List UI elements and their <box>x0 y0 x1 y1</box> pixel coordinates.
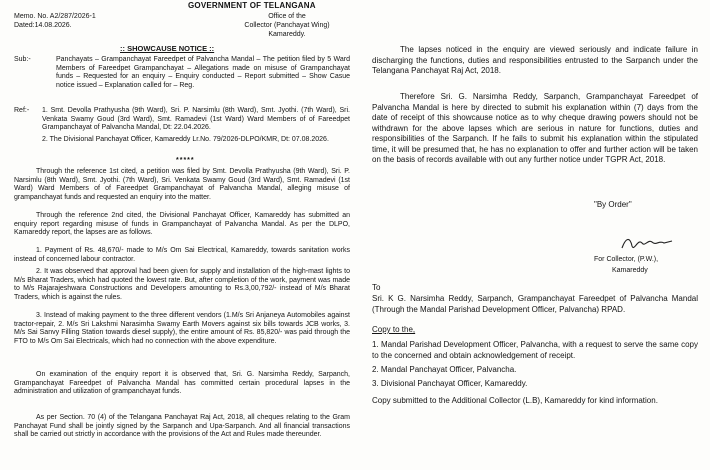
notice-title: :: SHOWCAUSE NOTICE :: <box>120 44 215 53</box>
office-line-1: Office of the <box>268 13 306 20</box>
office-block <box>232 13 342 39</box>
lapse-item-2: 2. It was observed that approval had been given for supply and installation of the high-mast lights to M/s Bharat Traders, which had quoted the lowest rate. But, after completion of the work, payment was made to M/s Rajarajeshwara Constructions and Developers amounting to Rs.3,00,792/- instead of M/s Bharat Traders, which is against the rules. <box>14 268 350 301</box>
copy-submitted: Copy submitted to the Additional Collector (L.B), Kamareddy for kind information. <box>372 396 658 405</box>
by-order: "By Order" <box>594 200 632 209</box>
signature-icon <box>620 234 680 254</box>
copy-item-1: 1. Mandal Parishad Development Officer, Palvancha, with a request to serve the same copy to the concerned and obtain acknowledgement of receipt. <box>372 340 698 360</box>
government-heading: GOVERNMENT OF TELANGANA <box>188 1 316 10</box>
lapse-item-3: 3. Instead of making payment to the three different vendors (1.M/s Sri Anjaneya Automobiles against tractor-repair, 2. M/s Sri Lakshmi Narasimha Swamy Earth Movers against six bills towards JCB works, 3. M/s Sai Sanvy Filling Station towards diesel supply), the entire amount of Rs. 85,820/- was paid through the FTO to M/s Om Sai Electricals, which had no connection with the above expenditure. <box>14 312 350 345</box>
to-address: Sri. K G. Narsimha Reddy, Sarpanch, Grampanchayat Fareedpet of Palvancha Mandal (Through the Mandal Parishad Development Officer, Palvancha) RPAD. <box>372 294 698 314</box>
copy-item-3: 3. Divisional Panchayat Officer, Kamareddy. <box>372 379 528 388</box>
para-lapses-viewed: The lapses noticed in the enquiry are viewed seriously and indicate failure in discharging the functions, duties and responsibilities entrusted to the Sarpanch under the Telangana Panchayat Raj Act, 2018. <box>372 45 698 76</box>
para-reference-2: Through the reference 2nd cited, the Divisional Panchayat Officer, Kamareddy has submitted an enquiry report regarding misuse of funds in Grampanchayat of Palvancha Mandal. As per the DLPO, Kamareddy report, the lapses are as follows. <box>14 212 350 237</box>
para-section-70: As per Section. 70 (4) of the Telangana Panchayat Raj Act, 2018, all cheques relating to the Gram Panchayat Fund shall be jointly signed by the Sarpanch and Upa-Sarpanch. And all financial transactions shall be carried out strictly in accordance with the provisions of the Act and Rules made thereunder. <box>14 414 350 439</box>
signature-place: Kamareddy <box>612 267 648 274</box>
subject-text: Panchayats – Grampanchayat Fareedpet of Palvancha Mandal – The petition filed by 5 Ward Members of Fareedpet Grampanchayat – Allegations made on misuse of Grampanchayat funds – Requested for an enquiry – Enquiry conducted – Report submitted – Show Casue notice issued – Explanation called for – Reg. <box>56 56 350 89</box>
para-observation: On examination of the enquiry report it is observed that, Sri. G. Narsimha Reddy, Sarpanch, Grampanchayat Fareedpet of Palvancha Mandal has committed certain procedural lapses in the administration and utilization of grampanchayat funds. <box>14 371 350 396</box>
lapse-item-1: 1. Payment of Rs. 48,670/- made to M/s Om Sai Electrical, Kamareddy, towards sanitation works instead of concerned labour contractor. <box>14 247 350 263</box>
copy-item-2: 2. Mandal Panchayat Officer, Palvancha. <box>372 365 517 374</box>
reference-label: Ref:- <box>14 107 30 114</box>
separator-stars: ***** <box>176 157 195 164</box>
para-directive: Therefore Sri. G. Narsimha Reddy, Sarpanch, Grampanchayat Fareedpet of Palvancha Mandal is here by directed to submit his explanation within (7) days from the date of receipt of this showcause notice as to why cheque drawing powers should not be withdrawn for the above lapses which are serious in nature for functions, duties and responsibilities of the Sarpanch. If he fails to submit his explanation within the stipulated time, it will be presumed that, he has no explanation to offer and further action will be taken on the basis of records available with out any further notice under TGPR Act, 2018. <box>372 92 698 165</box>
to-label: To <box>372 283 381 292</box>
memo-date: Dated:14.08.2026. <box>14 21 72 29</box>
office-line-3: Kamareddy. <box>268 30 306 38</box>
para-reference-1: Through the reference 1st cited, a petition was filed by Smt. Devolla Prathyusha (9th Ward), Sri. P. Narsimlu (8th Ward), Smt. Jyothi. (7th Ward), Sri. Venkata Swamy Goud (3rd Ward), Smt. Ramadevi (1st Ward) Ward Members of of Fareedpet Grampanchayat of Palvancha Mandal, alleging misuse of grampanchayat funds and requested an enquiry into the matter. <box>14 168 350 201</box>
subject-label: Sub:- <box>14 56 31 63</box>
copy-to-label: Copy to the, <box>372 325 416 334</box>
office-line-2: Collector (Panchayat Wing) <box>244 21 330 29</box>
reference-1: 1. Smt. Devolla Prathyusha (9th Ward), Sri. P. Narsimlu (8th Ward), Smt. Jyothi. (7th Ward), Sri. Venkata Swamy Goud (3rd Ward), Smt. Ramadevi (1st Ward) Ward Members of of Fareedpet Grampanchayat of Palvancha Mandal, Dt: 22.04.2026. <box>42 107 350 132</box>
memo-block <box>14 13 96 31</box>
signature-for-collector: For Collector, (P.W.), <box>594 256 659 263</box>
reference-2: 2. The Divisional Panchayat Officer, Kamareddy Lr.No. 79/2026-DLPO/KMR, Dt: 07.08.2026. <box>42 136 329 143</box>
memo-number: Memo. No. A2/287/2026-1 <box>14 13 96 20</box>
